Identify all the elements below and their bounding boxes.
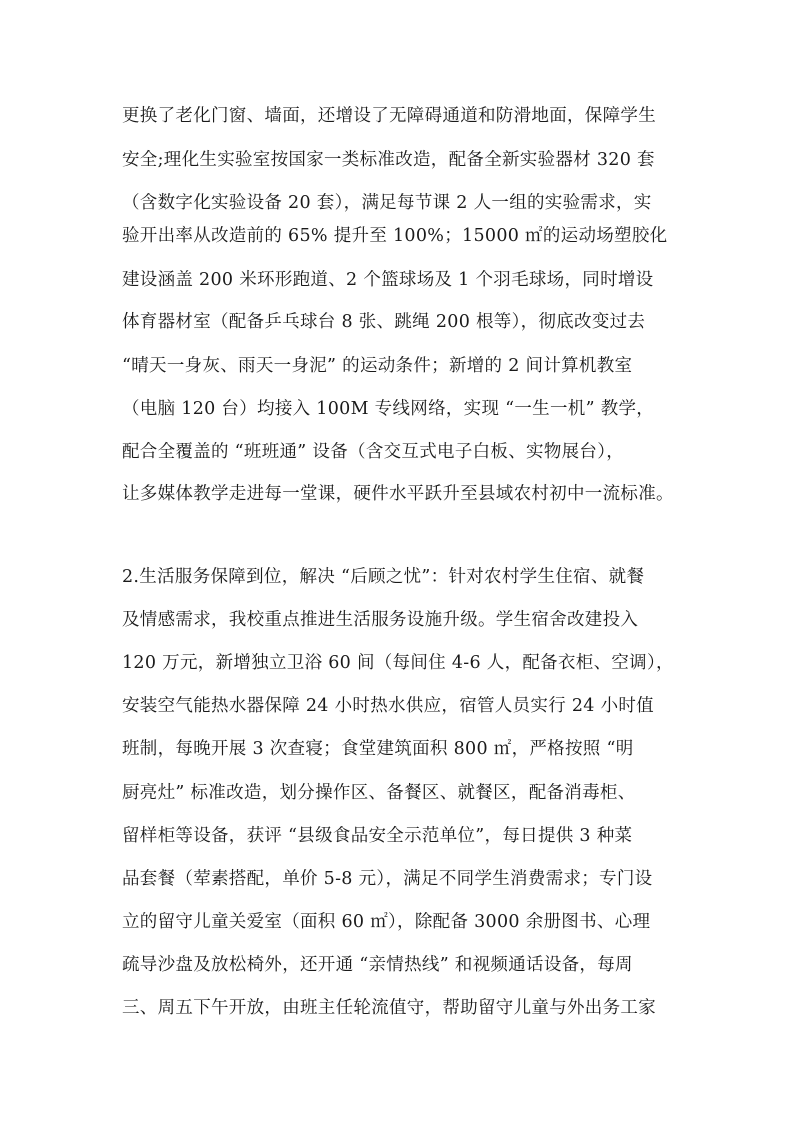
text-line: “晴天一身灰、雨天一身泥” 的运动条件；新增的 2 间计算机教室 bbox=[122, 356, 633, 376]
text-line: 建设涵盖 200 米环形跑道、2 个篮球场及 1 个羽毛球场，同时增设 bbox=[122, 270, 654, 290]
text-line: 验开出率从改造前的 65% 提升至 100%；15000 ㎡的运动场塑胶化 bbox=[122, 226, 668, 246]
text-line: （电脑 120 台）均接入 100M 专线网络，实现 “一生一机” 教学， bbox=[122, 399, 655, 419]
text-line: 配合全覆盖的 “班班通” 设备（含交互式电子白板、实物展台）， bbox=[122, 442, 625, 462]
text-line: 品套餐（荤素搭配，单价 5-8 元），满足不同学生消费需求；专门设 bbox=[122, 869, 653, 889]
text-line: 留样柜等设备，获评 “县级食品安全示范单位”，每日提供 3 种菜 bbox=[122, 826, 633, 846]
text-line: 体育器材室（配备乒乓球台 8 张、跳绳 200 根等），彻底改变过去 bbox=[122, 312, 646, 332]
text-line: 安全;理化生实验室按国家一类标准改造，配备全新实验器材 320 套 bbox=[122, 150, 655, 170]
text-line: 立的留守儿童关爱室（面积 60 ㎡），除配备 3000 余册图书、心理 bbox=[122, 912, 651, 932]
text-line: 让多媒体教学走进每一堂课，硬件水平跃升至县域农村初中一流标准。 bbox=[122, 484, 674, 504]
text-line: 安装空气能热水器保障 24 小时热水供应，宿管人员实行 24 小时值 bbox=[122, 696, 654, 716]
text-line: 120 万元，新增独立卫浴 60 间（每间住 4-6 人，配备衣柜、空调）， bbox=[122, 653, 674, 673]
text-line: 更换了老化门窗、墙面，还增设了无障碍通道和防滑地面，保障学生 bbox=[122, 106, 656, 126]
text-line: 厨亮灶” 标准改造，划分操作区、备餐区、就餐区，配备消毒柜、 bbox=[122, 783, 636, 803]
text-line: （含数字化实验设备 20 套），满足每节课 2 人一组的实验需求，实 bbox=[122, 193, 652, 213]
text-line: 及情感需求，我校重点推进生活服务设施升级。学生宿舍改建投入 bbox=[122, 610, 639, 630]
text-line: 三、周五下午开放，由班主任轮流值守，帮助留守儿童与外出务工家 bbox=[122, 998, 656, 1018]
text-line: 疏导沙盘及放松椅外，还开通 “亲情热线” 和视频通话设备，每周 bbox=[122, 955, 633, 975]
text-line: 班制，每晚开展 3 次查寝；食堂建筑面积 800 ㎡，严格按照 “明 bbox=[122, 739, 634, 759]
text-line: 2.生活服务保障到位，解决 “后顾之忧”：针对农村学生住宿、就餐 bbox=[122, 567, 645, 587]
